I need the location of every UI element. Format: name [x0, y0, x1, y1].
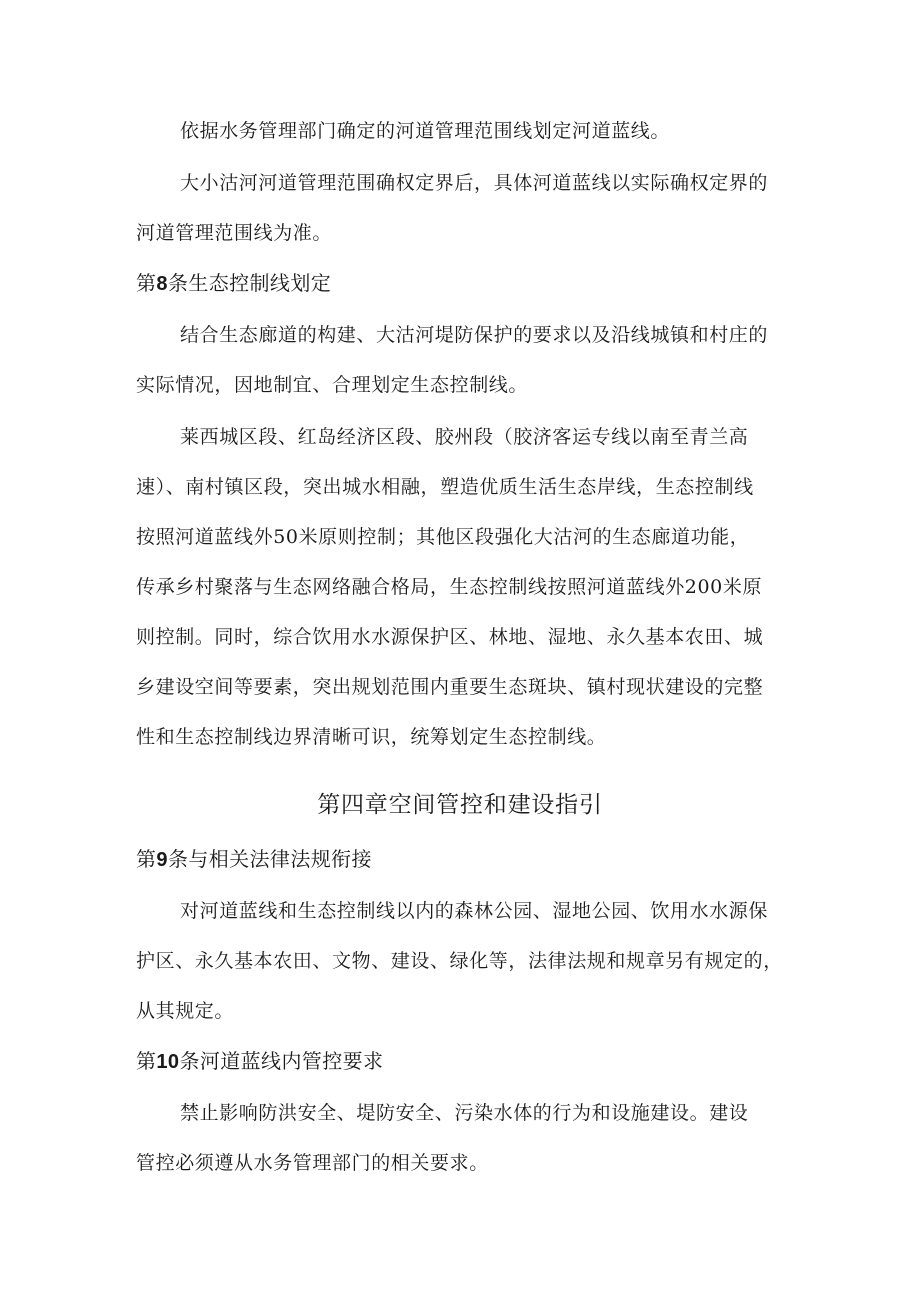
article-heading	[136, 846, 372, 873]
chapter-title: 第四章空间管控和建设指引	[317, 792, 603, 818]
article-number: 9	[156, 849, 168, 871]
paragraph-line: 传承乡村聚落与生态网络融合格局，生态控制线按照河道蓝线外200米原	[136, 576, 763, 598]
paragraph-line: 按照河道蓝线外50米原则控制；其他区段强化大沽河的生态廊道功能，	[136, 526, 750, 548]
article-prefix: 第	[136, 271, 157, 295]
paragraph-line: 从其规定。	[136, 1000, 235, 1022]
paragraph-line: 则控制。同时，综合饮用水水源保护区、林地、湿地、永久基本农田、城	[136, 626, 764, 648]
article-prefix: 第	[136, 847, 157, 871]
article-title: 条生态控制线划定	[167, 271, 332, 295]
paragraph-line: 实际情况，因地制宜、合理划定生态控制线。	[136, 374, 529, 396]
paragraph-line: 对河道蓝线和生态控制线以内的森林公园、湿地公园、饮用水水源保	[180, 900, 769, 922]
article-prefix: 第	[136, 1049, 157, 1073]
article-heading	[136, 1048, 383, 1075]
paragraph-line: 护区、永久基本农田、文物、建设、绿化等，法律法规和规章另有规定的，	[136, 950, 783, 972]
paragraph-line: 结合生态廊道的构建、大沽河堤防保护的要求以及沿线城镇和村庄的	[180, 324, 769, 346]
paragraph-line: 大小沽河河道管理范围确权定界后，具体河道蓝线以实际确权定界的	[180, 172, 769, 194]
paragraph-line: 禁止影响防洪安全、堤防安全、污染水体的行为和设施建设。建设	[180, 1102, 749, 1124]
article-title: 条与相关法律法规衔接	[167, 847, 372, 871]
paragraph-line: 速）、南村镇区段，突出城水相融，塑造优质生活生态岸线，生态控制线	[136, 476, 754, 498]
article-number: 8	[156, 273, 168, 295]
paragraph-line: 河道管理范围线为准。	[136, 222, 333, 244]
paragraph-line: 依据水务管理部门确定的河道管理范围线划定河道蓝线。	[180, 120, 671, 142]
paragraph-line: 管控必须遵从水务管理部门的相关要求。	[136, 1152, 489, 1174]
article-title: 条河道蓝线内管控要求	[179, 1049, 384, 1073]
article-heading	[136, 270, 331, 297]
article-number: 10	[156, 1051, 180, 1073]
paragraph-line: 乡建设空间等要素，突出规划范围内重要生态斑块、镇村现状建设的完整	[136, 676, 764, 698]
paragraph-line: 性和生态控制线边界清晰可识，统筹划定生态控制线。	[136, 726, 607, 748]
paragraph-line: 莱西城区段、红岛经济区段、胶州段（胶济客运专线以南至青兰高	[180, 426, 749, 448]
